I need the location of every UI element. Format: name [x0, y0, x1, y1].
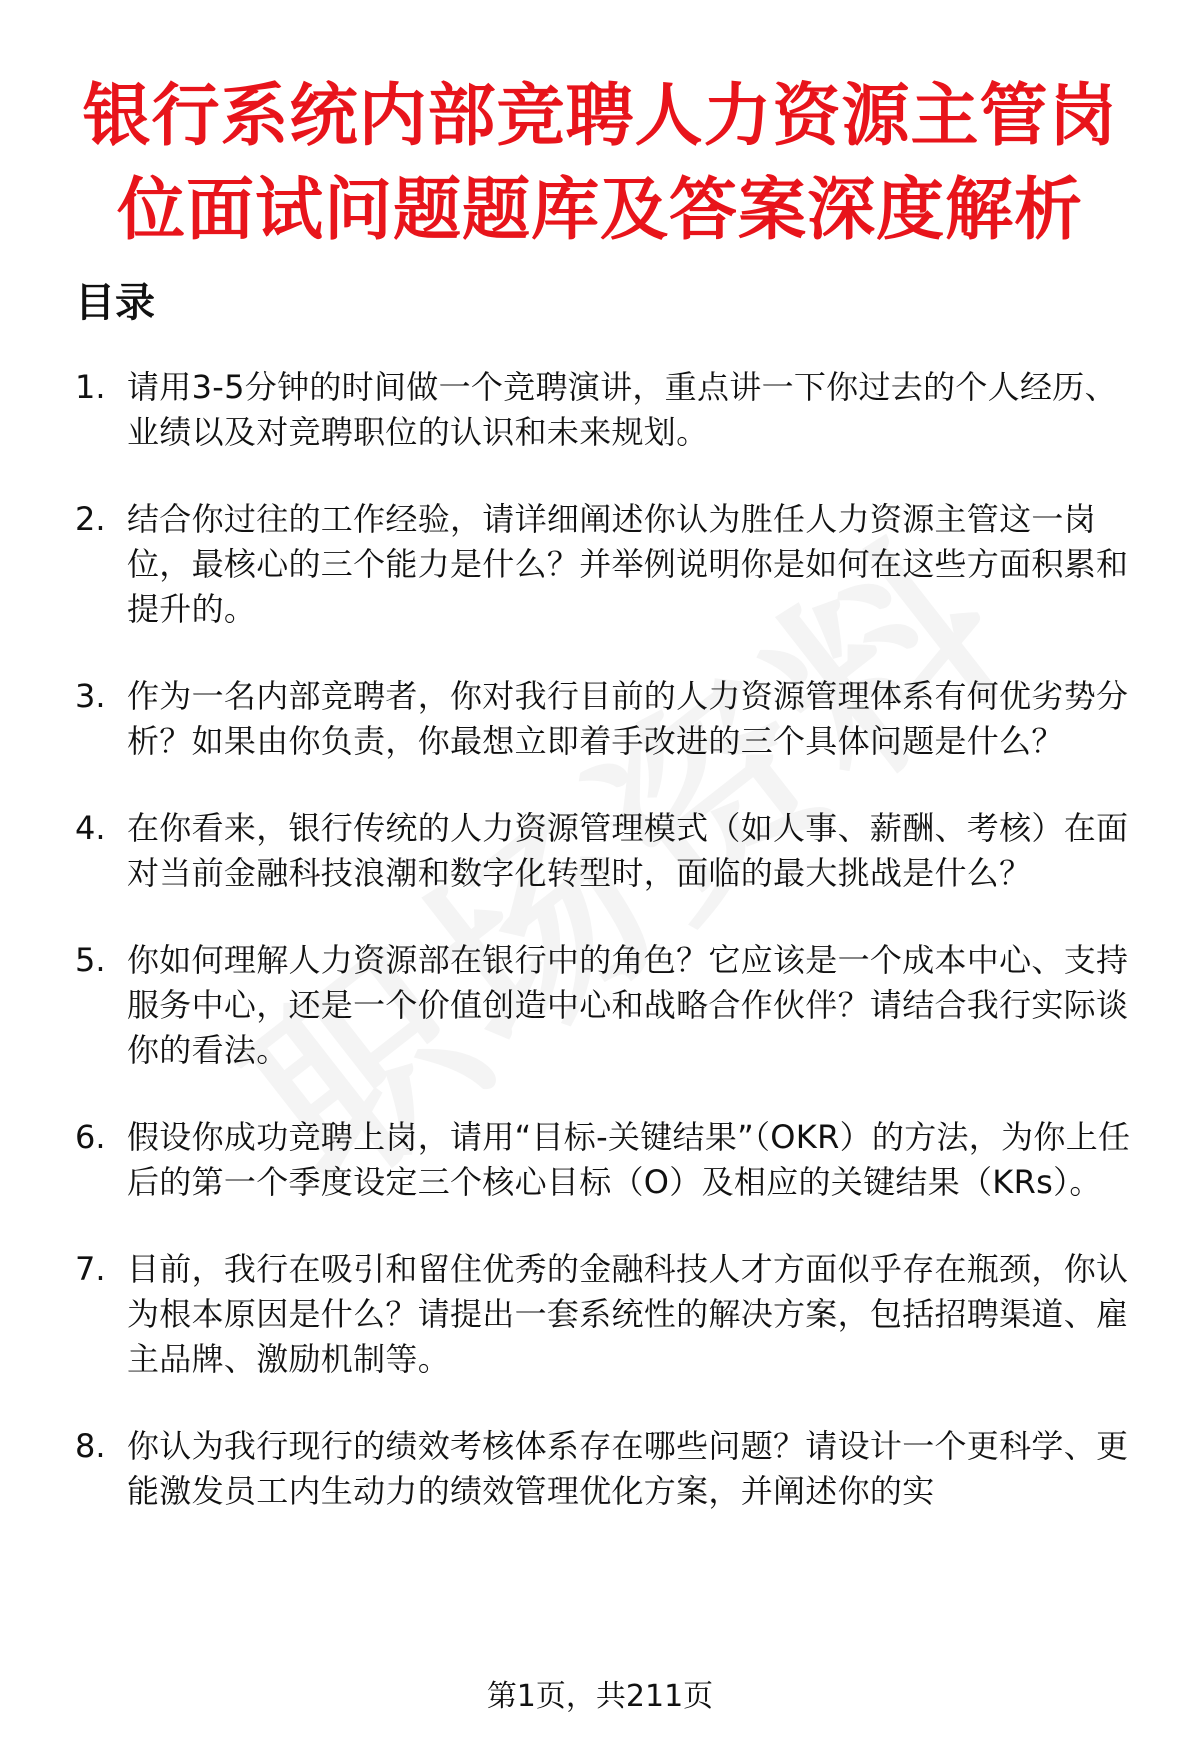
item-number: 8. [75, 1427, 106, 1465]
document-title: 银行系统内部竞聘人力资源主管岗位面试问题题库及答案深度解析 [82, 77, 1118, 250]
toc-list [75, 365, 1145, 1556]
item-number: 5. [75, 941, 106, 979]
question-text: 目前，我行在吸引和留住优秀的金融科技人才方面似乎存在瓶颈，你认为根本原因是什么？请提出一套系统性的解决方案，包括招聘渠道、雇主品牌、激励机制等。 [127, 1250, 1129, 1378]
toc-item-1[interactable] [75, 365, 1145, 455]
item-number: 4. [75, 809, 106, 847]
toc-item-3[interactable] [75, 674, 1145, 764]
question-text: 结合你过往的工作经验，请详细阐述你认为胜任人力资源主管这一岗位，最核心的三个能力是什么？并举例说明你是如何在这些方面积累和提升的。 [127, 500, 1129, 628]
question-text: 在你看来，银行传统的人力资源管理模式（如人事、薪酬、考核）在面对当前金融科技浪潮和数字化转型时，面临的最大挑战是什么？ [127, 809, 1129, 892]
item-number: 1. [75, 368, 106, 406]
toc-item-4[interactable] [75, 806, 1145, 896]
item-number: 6. [75, 1118, 106, 1156]
question-text: 你认为我行现行的绩效考核体系存在哪些问题？请设计一个更科学、更能激发员工内生动力的绩效管理优化方案，并阐述你的实 [127, 1427, 1129, 1510]
toc-item-7[interactable] [75, 1247, 1145, 1382]
toc-item-2[interactable] [75, 497, 1145, 632]
toc-heading: 目录 [75, 280, 155, 326]
question-text: 假设你成功竞聘上岗，请用“目标-关键结果”（OKR）的方法，为你上任后的第一个季度设定三个核心目标（O）及相应的关键结果（KRs）。 [127, 1118, 1131, 1201]
page-footer: 第1页，共211页 [0, 1677, 1200, 1717]
toc-item-5[interactable] [75, 938, 1145, 1073]
toc-item-8[interactable] [75, 1424, 1145, 1514]
question-text: 请用3-5分钟的时间做一个竞聘演讲，重点讲一下你过去的个人经历、业绩以及对竞聘职位的认识和未来规划。 [127, 368, 1117, 451]
question-text: 作为一名内部竞聘者，你对我行目前的人力资源管理体系有何优劣势分析？如果由你负责，你最想立即着手改进的三个具体问题是什么？ [127, 677, 1129, 760]
item-number: 7. [75, 1250, 106, 1288]
question-text: 你如何理解人力资源部在银行中的角色？它应该是一个成本中心、支持服务中心，还是一个价值创造中心和战略合作伙伴？请结合我行实际谈你的看法。 [127, 941, 1129, 1069]
item-number: 3. [75, 677, 106, 715]
toc-item-6[interactable] [75, 1115, 1145, 1205]
item-number: 2. [75, 500, 106, 538]
